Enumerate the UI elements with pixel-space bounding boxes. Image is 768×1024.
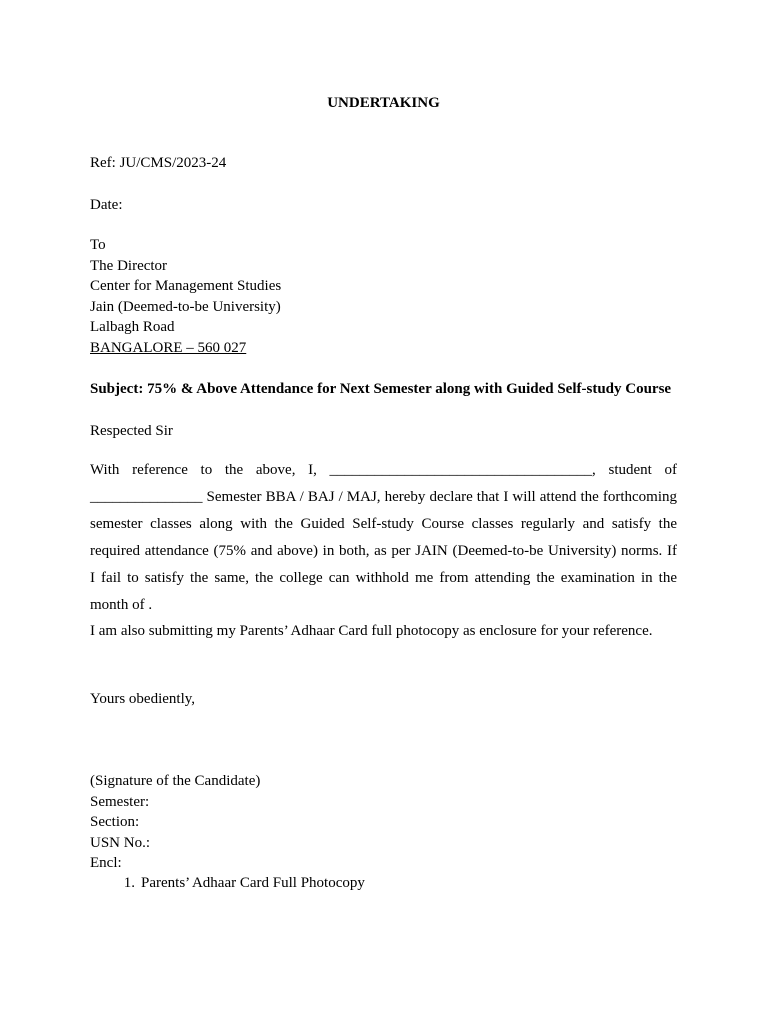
semester-label: Semester:: [90, 794, 150, 810]
subject-line: Subject: 75% & Above Attendance for Next Semester along with Guided Self-study Course: [90, 381, 672, 397]
address-to: To: [90, 237, 106, 253]
body-row-5: I fail to satisfy the same, the college can withhold me from attending the examination in the: [90, 570, 677, 586]
body-paragraph: [90, 457, 677, 619]
salutation: Respected Sir: [90, 423, 173, 439]
body-row-4: required attendance (75% and above) in both, as per JAIN (Deemed-to-be University) norms. If: [90, 543, 677, 559]
address-line-4: Lalbagh Road: [90, 319, 175, 335]
body-row-2: _______________ Semester BBA / BAJ / MAJ, hereby declare that I will attend the forthcoming: [90, 489, 677, 505]
closing: Yours obediently,: [90, 691, 196, 707]
address-line-3: Jain (Deemed-to-be University): [90, 299, 281, 315]
date-label: Date:: [90, 197, 123, 213]
enclosure-note: I am also submitting my Parents’ Adhaar Card full photocopy as enclosure for your reference.: [90, 623, 653, 639]
list-item-number: 1.: [123, 875, 135, 891]
body-row-6: month of .: [90, 597, 153, 613]
enclosure-list: [90, 873, 365, 893]
document-page: [90, 0, 677, 1024]
address-line-2: Center for Management Studies: [90, 278, 282, 294]
document-title: UNDERTAKING: [327, 95, 440, 111]
address-line-1: The Director: [90, 258, 168, 274]
usn-label: USN No.:: [90, 835, 151, 851]
body-row-3: semester classes along with the Guided Self-study Course classes regularly and satisfy the: [90, 516, 677, 532]
section-label: Section:: [90, 814, 140, 830]
list-item: [90, 873, 365, 893]
signature-label: (Signature of the Candidate): [90, 773, 261, 789]
address-line-5: BANGALORE – 560 027: [90, 340, 247, 356]
encl-label: Encl:: [90, 855, 122, 871]
reference-number: Ref: JU/CMS/2023-24: [90, 155, 227, 171]
body-row-1: With reference to the above, I, ___________________________________, student of: [90, 462, 677, 478]
list-item-text: Parents’ Adhaar Card Full Photocopy: [141, 875, 365, 891]
